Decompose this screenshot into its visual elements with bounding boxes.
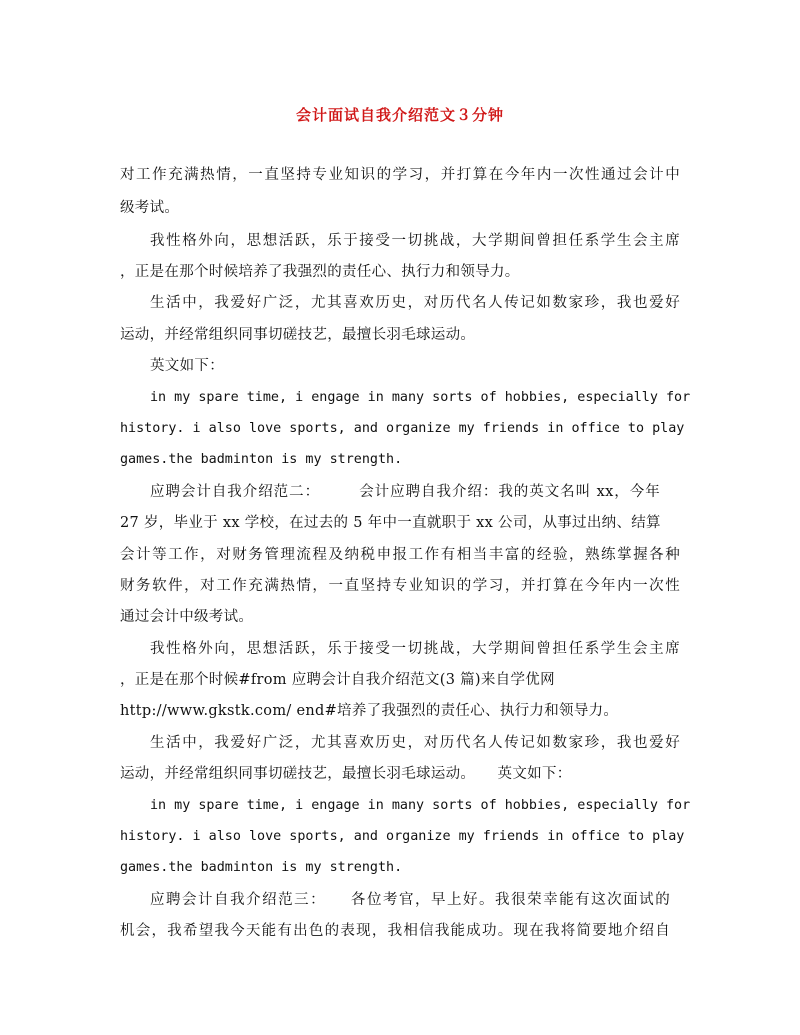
paragraph-line: 我性格外向，思想活跃，乐于接受一切挑战，大学期间曾担任系学生会主席	[150, 641, 680, 657]
paragraph-line: 应聘会计自我介绍范二： 会计应聘自我介绍：我的英文名叫 xx，今年	[150, 484, 660, 500]
english-line: history. i also love sports, and organize my friends in office to play	[120, 421, 685, 436]
english-line: games.the badminton is my strength.	[120, 860, 403, 875]
paragraph-line: 运动，并经常组织同事切磋技艺，最擅长羽毛球运动。 英文如下：	[120, 766, 572, 782]
paragraph-line: 27 岁，毕业于 xx 学校，在过去的 5 年中一直就职于 xx 公司，从事过出纳、结算	[120, 515, 661, 531]
paragraph-line: 会计等工作，对财务管理流程及纳税申报工作有相当丰富的经验，熟练掌握各种	[120, 547, 680, 563]
paragraph-line: ，正是在那个时候培养了我强烈的责任心、执行力和领导力。	[120, 264, 520, 280]
paragraph-line: 运动，并经常组织同事切磋技艺，最擅长羽毛球运动。	[120, 327, 476, 343]
paragraph-line: 生活中，我爱好广泛，尤其喜欢历史，对历代名人传记如数家珍，我也爱好	[150, 735, 680, 751]
english-line: history. i also love sports, and organize my friends in office to play	[120, 829, 685, 844]
english-line: in my spare time, i engage in many sorts of hobbies, especially for	[150, 390, 691, 405]
paragraph-line: ，正是在那个时候#from 应聘会计自我介绍范文(3 篇)来自学优网	[120, 672, 555, 688]
document-title: 会计面试自我介绍范文３分钟	[295, 106, 504, 124]
paragraph-line: 机会，我希望我今天能有出色的表现，我相信我能成功。现在我将简要地介绍自	[120, 923, 670, 939]
paragraph-line: 通过会计中级考试。	[120, 609, 254, 625]
paragraph-line: http://www.gkstk.com/ end#培养了我强烈的责任心、执行力和领导力。	[120, 703, 619, 719]
paragraph-line: 应聘会计自我介绍范三： 各位考官，早上好。我很荣幸能有这次面试的	[150, 892, 670, 908]
english-line: in my spare time, i engage in many sorts of hobbies, especially for	[150, 798, 691, 813]
paragraph-line: 英文如下：	[150, 358, 224, 374]
paragraph-line: 生活中，我爱好广泛，尤其喜欢历史，对历代名人传记如数家珍，我也爱好	[150, 295, 680, 311]
english-line: games.the badminton is my strength.	[120, 452, 403, 467]
paragraph-line: 财务软件，对工作充满热情，一直坚持专业知识的学习，并打算在今年内一次性	[120, 578, 680, 594]
paragraph-line: 级考试。	[120, 200, 180, 216]
paragraph-line: 我性格外向，思想活跃，乐于接受一切挑战，大学期间曾担任系学生会主席	[150, 233, 680, 249]
paragraph-line: 对工作充满热情，一直坚持专业知识的学习，并打算在今年内一次性通过会计中	[120, 167, 680, 183]
